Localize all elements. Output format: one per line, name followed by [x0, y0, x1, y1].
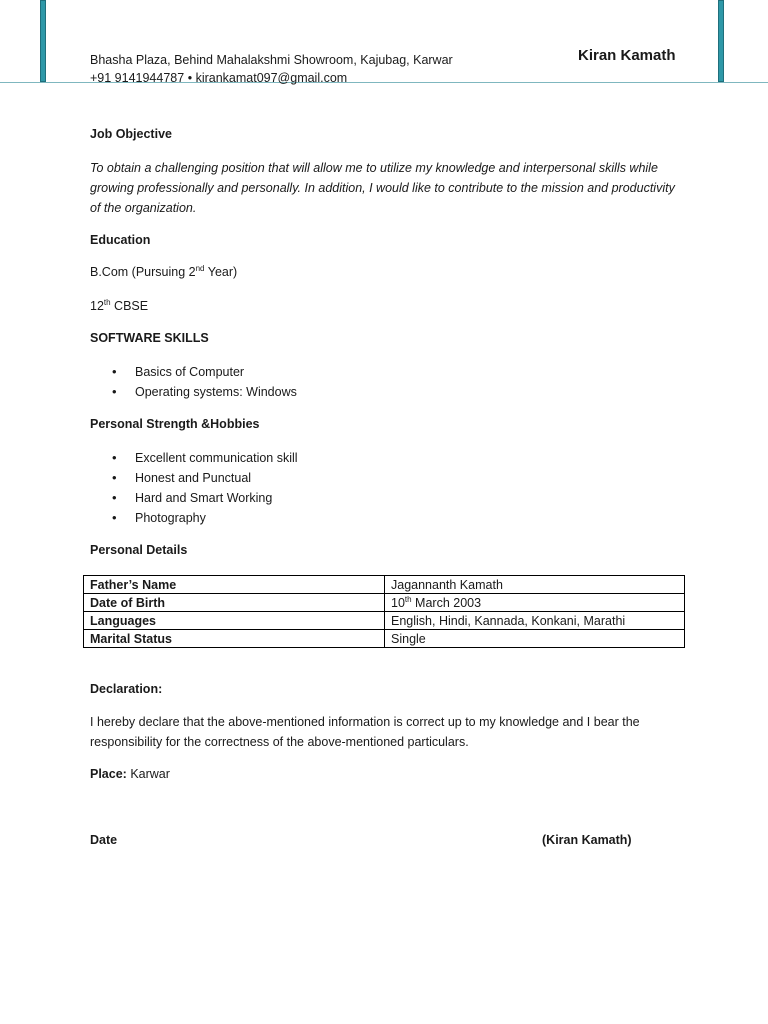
objective-heading: Job Objective: [90, 127, 172, 141]
personal-details-heading: Personal Details: [90, 543, 188, 557]
place-value: Karwar: [130, 767, 170, 781]
bullet-icon: •: [112, 450, 117, 465]
row-value: Jagannanth Kamath: [385, 576, 685, 594]
software-skills-list: [90, 362, 297, 402]
row-label: Marital Status: [84, 630, 385, 648]
phone-email-line: [90, 69, 453, 87]
date-label: Date: [90, 833, 118, 847]
candidate-name: Kiran Kamath: [578, 47, 676, 64]
personal-details-table: [83, 575, 685, 648]
list-item: • Operating systems: Windows: [90, 382, 297, 402]
bullet-icon: •: [112, 490, 117, 505]
table-row: [84, 612, 685, 630]
row-label: Father’s Name: [84, 576, 385, 594]
list-item: • Hard and Smart Working: [90, 488, 298, 508]
education-heading: Education: [90, 233, 151, 247]
row-value: 10th March 2003: [385, 594, 685, 612]
list-item: • Basics of Computer: [90, 362, 297, 382]
declaration-heading: Declaration:: [90, 682, 163, 696]
phone: +91 9141944787: [90, 71, 185, 85]
row-label: Date of Birth: [84, 594, 385, 612]
table-row: [84, 576, 685, 594]
bullet-icon: •: [112, 470, 117, 485]
education-item: B.Com (Pursuing 2nd Year): [90, 263, 238, 279]
address: Bhasha Plaza, Behind Mahalakshmi Showroom, Kajubag, Karwar: [90, 53, 453, 67]
strengths-list: [90, 448, 298, 528]
bullet-icon: •: [112, 510, 117, 525]
list-item: • Photography: [90, 508, 298, 528]
list-item: • Excellent communication skill: [90, 448, 298, 468]
email: kirankamat097@gmail.com: [195, 71, 348, 85]
table-row: [84, 630, 685, 648]
bullet-icon: •: [112, 364, 117, 379]
separator-dot: •: [187, 71, 193, 85]
education-item: 12th CBSE: [90, 297, 149, 313]
strengths-heading: Personal Strength &Hobbies: [90, 417, 260, 431]
row-value: Single: [385, 630, 685, 648]
bullet-icon: •: [112, 384, 117, 399]
table-row: [84, 594, 685, 612]
header-accent-bar-right: [718, 0, 724, 82]
row-label: Languages: [84, 612, 385, 630]
signature-name: (Kiran Kamath): [542, 833, 632, 847]
software-skills-heading: SOFTWARE SKILLS: [90, 331, 209, 345]
place-label: Place:: [90, 767, 127, 781]
contact-block: [90, 51, 453, 87]
declaration-text: I hereby declare that the above-mentioned information is correct up to my knowledge and I bear the responsibility for the correctness of the above-mentioned particulars.: [90, 715, 640, 749]
header-accent-bar-left: [40, 0, 46, 82]
row-value: English, Hindi, Kannada, Konkani, Marathi: [385, 612, 685, 630]
objective-text: To obtain a challenging position that will allow me to utilize my knowledge and interpersonal skills while growing professionally and personally. In addition, I would like to contribute to the mission and productivity of the organization.: [90, 161, 675, 215]
list-item: • Honest and Punctual: [90, 468, 298, 488]
place-line: [90, 767, 170, 781]
